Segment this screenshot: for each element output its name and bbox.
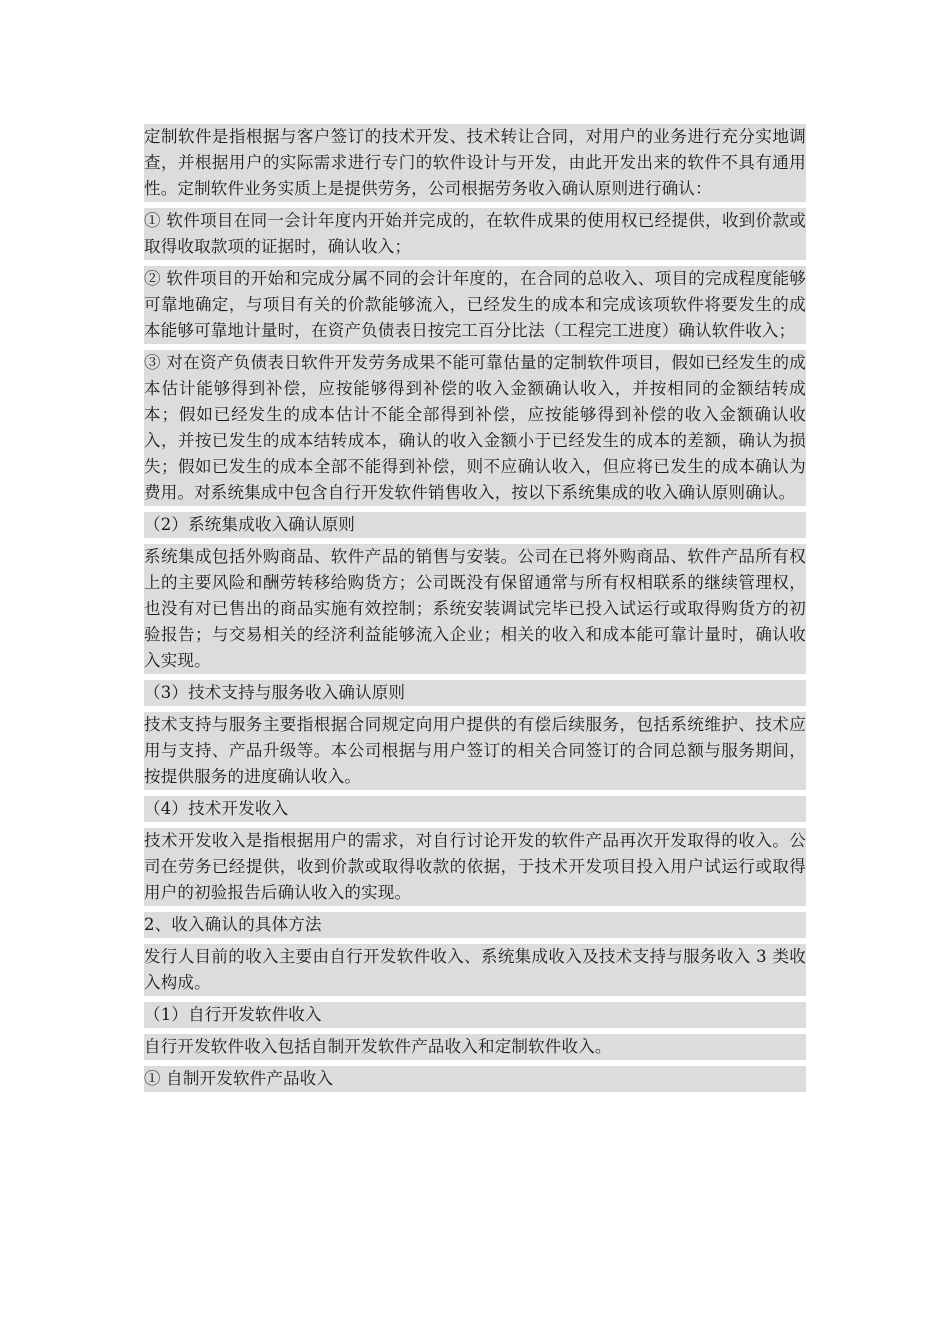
- paragraph-revenue-composition: 发行人目前的收入主要由自行开发软件收入、系统集成收入及技术支持与服务收入 3 类收入构成。: [144, 944, 806, 996]
- heading-system-integration: （2）系统集成收入确认原则: [144, 512, 806, 538]
- heading-self-developed-software: （1）自行开发软件收入: [144, 1002, 806, 1028]
- paragraph-technical-development: 技术开发收入是指根据用户的需求，对自行讨论开发的软件产品再次开发取得的收入。公司在劳务已经提供，收到价款或取得收款的依据，于技术开发项目投入用户试运行或取得用户的初验报告后确认收入的实现。: [144, 828, 806, 906]
- document-body: [144, 124, 806, 1098]
- paragraph-system-integration: 系统集成包括外购商品、软件产品的销售与安装。公司在已将外购商品、软件产品所有权上的主要风险和酬劳转移给购货方；公司既没有保留通常与所有权相联系的继续管理权，也没有对已售出的商品实施有效控制；系统安装调试完毕已投入试运行或取得购货方的初验报告；与交易相关的经济利益能够流入企业；相关的收入和成本能可靠计量时，确认收入实现。: [144, 544, 806, 674]
- heading-self-made-software-products: ① 自制开发软件产品收入: [144, 1066, 806, 1092]
- heading-technical-support: （3）技术支持与服务收入确认原则: [144, 680, 806, 706]
- paragraph-custom-software-definition: 定制软件是指根据与客户签订的技术开发、技术转让合同，对用户的业务进行充分实地调查，并根据用户的实际需求进行专门的软件设计与开发，由此开发出来的软件不具有通用性。定制软件业务实质上是提供劳务，公司根据劳务收入确认原则进行确认：: [144, 124, 806, 202]
- paragraph-technical-support: 技术支持与服务主要指根据合同规定向用户提供的有偿后续服务，包括系统维护、技术应用与支持、产品升级等。本公司根据与用户签订的相关合同签订的合同总额与服务期间，按提供服务的进度确认收入。: [144, 712, 806, 790]
- heading-specific-methods: 2、收入确认的具体方法: [144, 912, 806, 938]
- paragraph-item-3-unreliable-estimate: ③ 对在资产负债表日软件开发劳务成果不能可靠估量的定制软件项目，假如已经发生的成本估计能够得到补偿，应按能够得到补偿的收入金额确认收入，并按相同的金额结转成本；假如已经发生的成本估计不能全部得到补偿，应按能够得到补偿的收入金额确认收入，并按已发生的成本结转成本，确认的收入金额小于已经发生的成本的差额，确认为损失；假如已发生的成本全部不能得到补偿，则不应确认收入，但应将已发生的成本确认为费用。对系统集成中包含自行开发软件销售收入，按以下系统集成的收入确认原则确认。: [144, 350, 806, 506]
- paragraph-self-developed-software: 自行开发软件收入包括自制开发软件产品收入和定制软件收入。: [144, 1034, 806, 1060]
- paragraph-item-1-same-year: ① 软件项目在同一会计年度内开始并完成的，在软件成果的使用权已经提供，收到价款或取得收取款项的证据时，确认收入；: [144, 208, 806, 260]
- paragraph-item-2-different-years: ② 软件项目的开始和完成分属不同的会计年度的，在合同的总收入、项目的完成程度能够可靠地确定，与项目有关的价款能够流入，已经发生的成本和完成该项软件将要发生的成本能够可靠地计量时，在资产负债表日按完工百分比法（工程完工进度）确认软件收入；: [144, 266, 806, 344]
- heading-technical-development: （4）技术开发收入: [144, 796, 806, 822]
